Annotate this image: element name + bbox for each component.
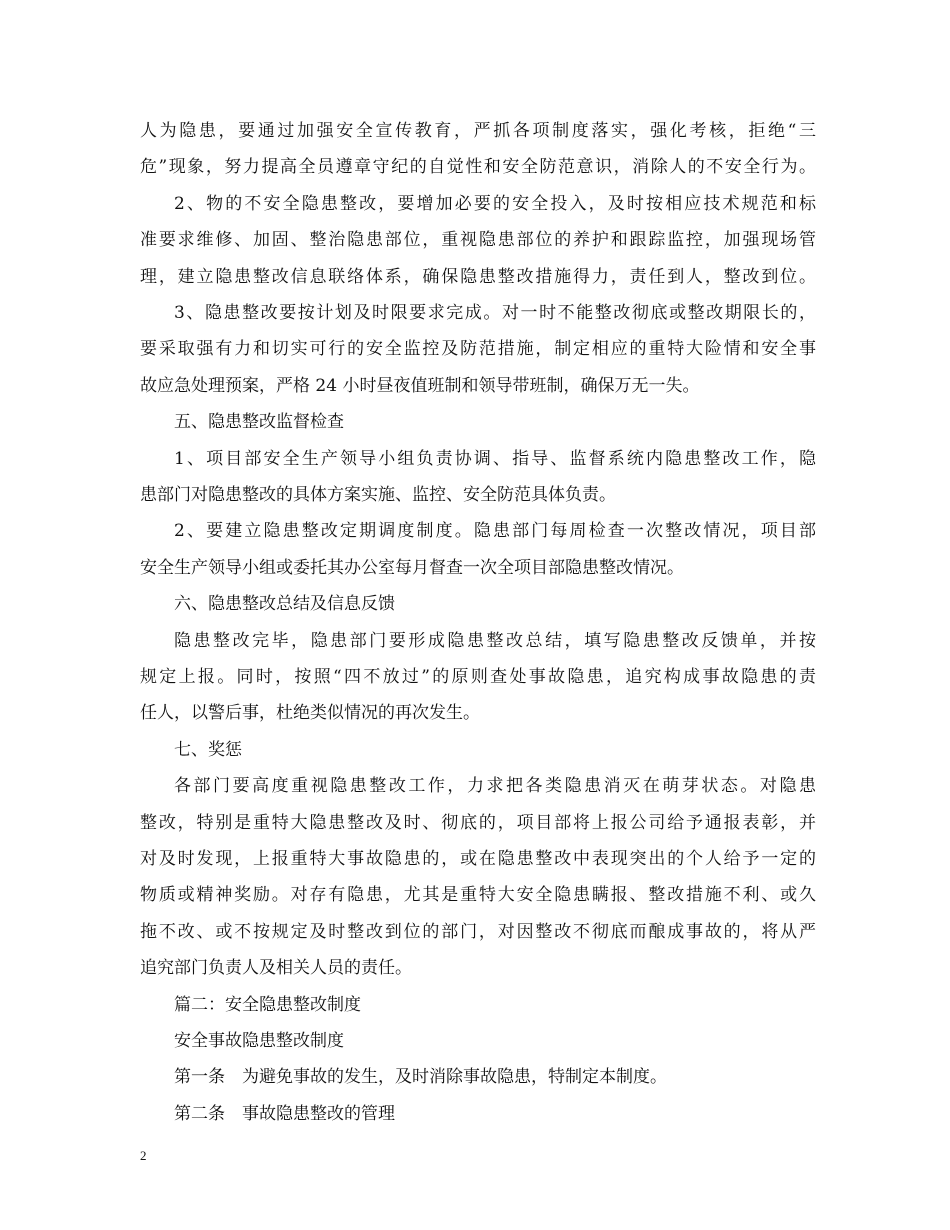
paragraph-line: 准要求维修、加固、整治隐患部位，重视隐患部位的养护和跟踪监控，加强现场管 (140, 230, 816, 251)
paragraph-line: 患部门对隐患整改的具体方案实施、监控、安全防范具体负责。 (140, 485, 616, 505)
paragraph-line: 3、隐患整改要按计划及时限要求完成。对一时不能整改彻底或整改期限长的， (174, 303, 816, 323)
section-heading: 安全事故隐患整改制度 (174, 1031, 344, 1051)
paragraph-line: 对及时发现，上报重特大事故隐患的，或在隐患整改中表现突出的个人给予一定的 (140, 849, 816, 869)
paragraph-line: 规定上报。同时，按照“四不放过”的原则查处事故隐患，追究构成事故隐患的责 (140, 667, 816, 687)
section-heading: 第一条 为避免事故的发生，及时消除事故隐患，特制定本制度。 (174, 1067, 667, 1088)
section-heading: 六、隐患整改总结及信息反馈 (174, 594, 395, 615)
paragraph-line: 要采取强有力和切实可行的安全监控及防范措施，制定相应的重特大险情和安全事 (140, 339, 816, 360)
paragraph-line: 安全生产领导小组或委托其办公室每月督查一次全项目部隐患整改情况。 (140, 557, 684, 578)
section-heading: 五、隐患整改监督检查 (174, 412, 344, 433)
paragraph-line: 故应急处理预案，严格 24 小时昼夜值班制和领导带班制，确保万无一失。 (140, 375, 700, 396)
paragraph-line: 物质或精神奖励。对存有隐患，尤其是重特大安全隐患瞒报、整改措施不利、或久 (140, 885, 816, 906)
paragraph-line: 任人，以警后事，杜绝类似情况的再次发生。 (140, 703, 480, 724)
paragraph-line: 危”现象，努力提高全员遵章守纪的自觉性和安全防范意识，消除人的不安全行为。 (140, 157, 816, 178)
paragraph-line: 1、项目部安全生产领导小组负责协调、指导、监督系统内隐患整改工作，隐 (174, 448, 816, 469)
section-heading: 第二条 事故隐患整改的管理 (174, 1103, 395, 1124)
paragraph-line: 2、要建立隐患整改定期调度制度。隐患部门每周检查一次整改情况，项目部 (174, 521, 816, 542)
paragraph-line: 追究部门负责人及相关人员的责任。 (140, 958, 412, 979)
paragraph-line: 各部门要高度重视隐患整改工作，力求把各类隐患消灭在萌芽状态。对隐患 (174, 776, 816, 797)
paragraph-line: 整改，特别是重特大隐患整改及时、彻底的，项目部将上报公司给予通报表彰，并 (140, 812, 816, 833)
paragraph-line: 理，建立隐患整改信息联络体系，确保隐患整改措施得力，责任到人，整改到位。 (140, 266, 816, 287)
paragraph-line: 2、物的不安全隐患整改，要增加必要的安全投入，及时按相应技术规范和标 (174, 193, 816, 214)
section-heading: 篇二：安全隐患整改制度 (174, 994, 361, 1015)
page-number: 2 (140, 1148, 147, 1163)
paragraph-line: 隐患整改完毕，隐患部门要形成隐患整改总结，填写隐患整改反馈单，并按 (174, 630, 816, 651)
paragraph-line: 拖不改、或不按规定及时整改到位的部门，对因整改不彻底而酿成事故的，将从严 (140, 921, 816, 942)
paragraph-line: 人为隐患，要通过加强安全宣传教育，严抓各项制度落实，强化考核，拒绝“三 (140, 121, 816, 141)
section-heading: 七、奖惩 (174, 739, 242, 760)
